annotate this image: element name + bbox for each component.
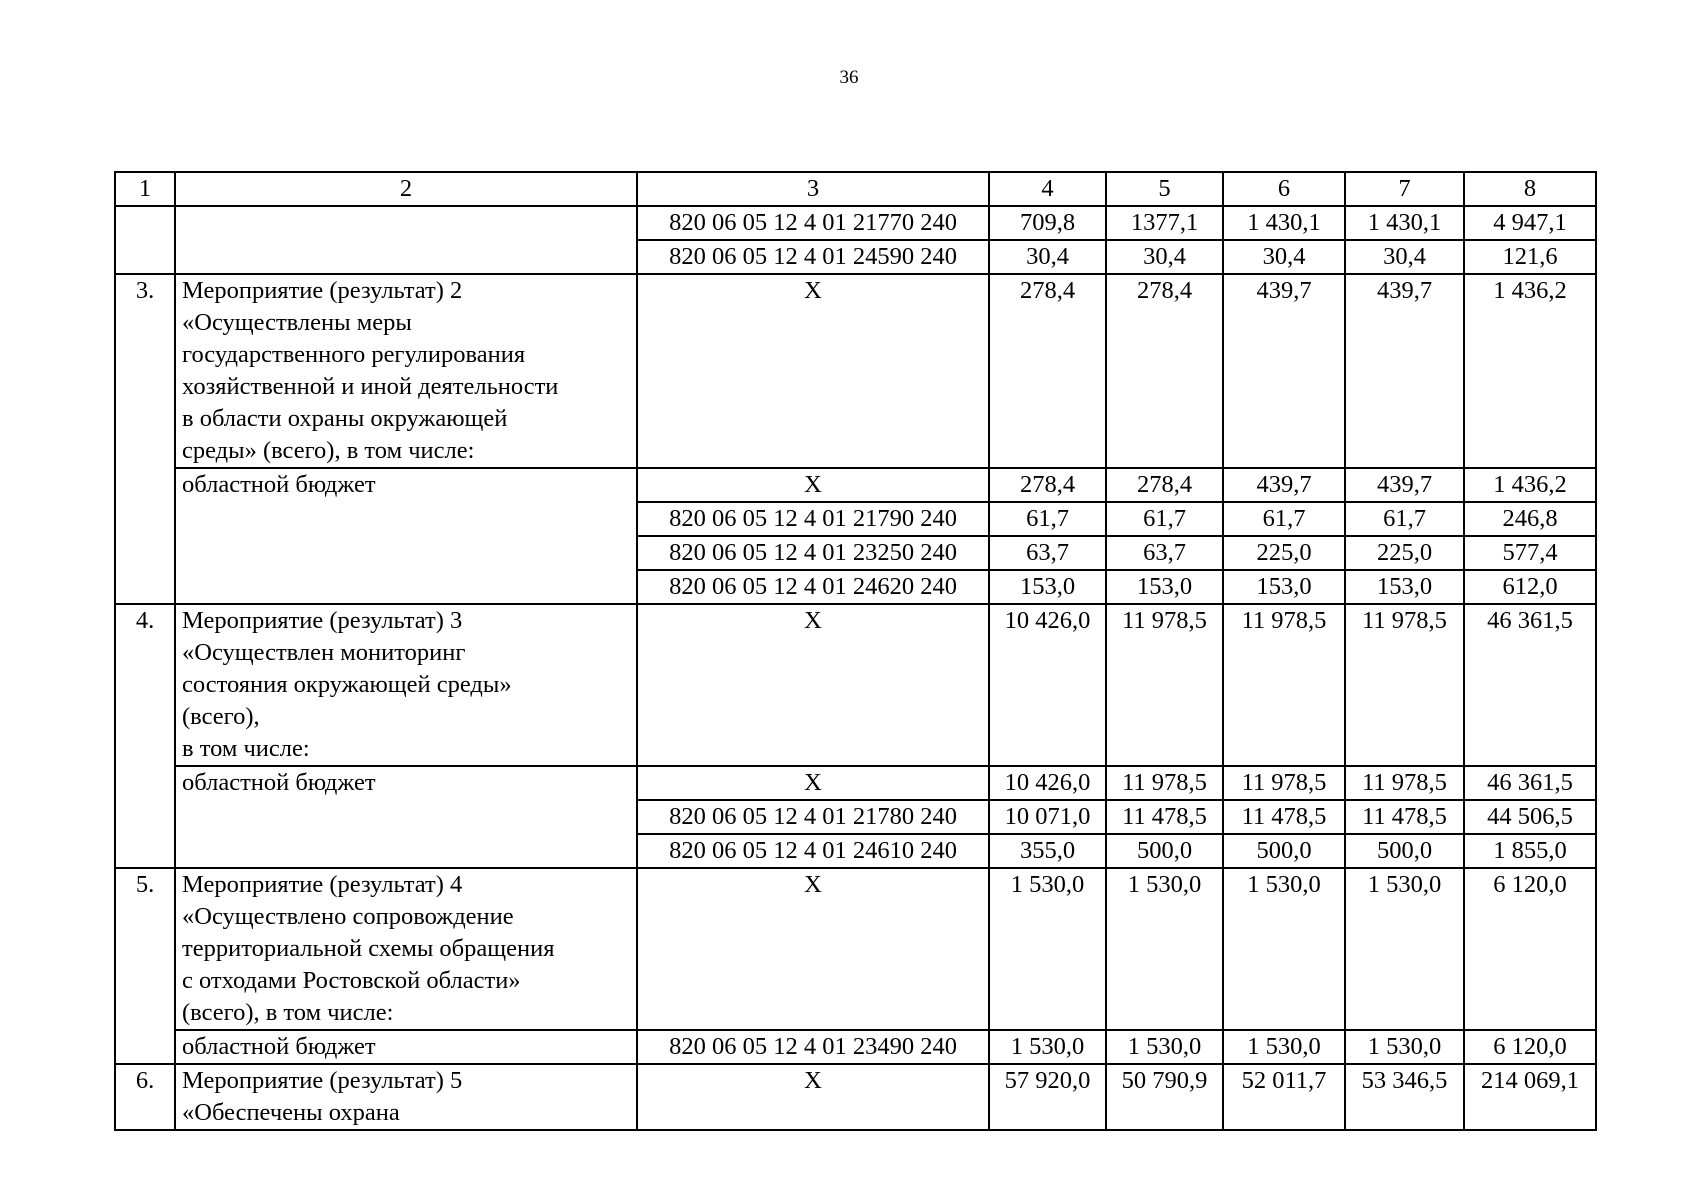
value-col7: 30,4 bbox=[1345, 240, 1464, 274]
budget-code-cell: 820 06 05 12 4 01 23250 240 bbox=[637, 536, 989, 570]
value-col7: 153,0 bbox=[1345, 570, 1464, 604]
value-col8: 1 436,2 bbox=[1464, 274, 1596, 468]
value-col5: 1377,1 bbox=[1106, 206, 1223, 240]
value-col7: 1 530,0 bbox=[1345, 868, 1464, 1030]
funding-source-cell: областной бюджет bbox=[175, 766, 637, 868]
activity-name-line: Мероприятие (результат) 3 bbox=[182, 607, 463, 634]
value-col8: 214 069,1 bbox=[1464, 1064, 1596, 1130]
value-col4: 278,4 bbox=[989, 468, 1106, 502]
value-col8: 612,0 bbox=[1464, 570, 1596, 604]
value-col5: 61,7 bbox=[1106, 502, 1223, 536]
value-col6: 11 478,5 bbox=[1223, 800, 1345, 834]
value-col5: 278,4 bbox=[1106, 274, 1223, 468]
table-row bbox=[115, 868, 1596, 1030]
value-col4: 355,0 bbox=[989, 834, 1106, 868]
activity-name-line: «Обеспечены охрана bbox=[182, 1099, 400, 1126]
activity-name-line: государственного регулирования bbox=[182, 341, 526, 368]
table-row bbox=[115, 274, 1596, 468]
value-col5: 11 978,5 bbox=[1106, 604, 1223, 766]
value-col7: 1 430,1 bbox=[1345, 206, 1464, 240]
row-number-cell: 4. bbox=[115, 604, 175, 868]
value-col4: 153,0 bbox=[989, 570, 1106, 604]
header-cell: 4 bbox=[989, 172, 1106, 206]
value-col7: 11 478,5 bbox=[1345, 800, 1464, 834]
value-col7: 225,0 bbox=[1345, 536, 1464, 570]
activity-name-line: среды» (всего), в том числе: bbox=[182, 437, 475, 464]
activity-name-cell bbox=[175, 206, 637, 274]
value-col6: 153,0 bbox=[1223, 570, 1345, 604]
budget-code-cell: 820 06 05 12 4 01 21770 240 bbox=[637, 206, 989, 240]
budget-code-cell: 820 06 05 12 4 01 21780 240 bbox=[637, 800, 989, 834]
activity-name-line: в том числе: bbox=[182, 735, 310, 762]
budget-code-cell: 820 06 05 12 4 01 23490 240 bbox=[637, 1030, 989, 1064]
value-col8: 6 120,0 bbox=[1464, 868, 1596, 1030]
value-col7: 53 346,5 bbox=[1345, 1064, 1464, 1130]
page-number: 36 bbox=[839, 67, 859, 88]
header-cell: 5 bbox=[1106, 172, 1223, 206]
row-number-cell: 3. bbox=[115, 274, 175, 604]
value-col6: 52 011,7 bbox=[1223, 1064, 1345, 1130]
table-row bbox=[115, 1030, 1596, 1064]
value-col6: 1 530,0 bbox=[1223, 868, 1345, 1030]
value-col8: 1 436,2 bbox=[1464, 468, 1596, 502]
value-col8: 4 947,1 bbox=[1464, 206, 1596, 240]
table-row bbox=[115, 766, 1596, 800]
value-col6: 225,0 bbox=[1223, 536, 1345, 570]
value-col5: 500,0 bbox=[1106, 834, 1223, 868]
funding-source-cell: областной бюджет bbox=[175, 468, 637, 604]
header-cell: 1 bbox=[115, 172, 175, 206]
table-row bbox=[115, 604, 1596, 766]
activity-name-line: в области охраны окружающей bbox=[182, 405, 508, 432]
value-col7: 439,7 bbox=[1345, 468, 1464, 502]
budget-code-cell: 820 06 05 12 4 01 24610 240 bbox=[637, 834, 989, 868]
activity-name-line: «Осуществлено сопровождение bbox=[182, 903, 514, 930]
value-col7: 439,7 bbox=[1345, 274, 1464, 468]
activity-name-line: Мероприятие (результат) 4 bbox=[182, 871, 463, 898]
budget-code-cell: X bbox=[637, 766, 989, 800]
budget-code-cell: 820 06 05 12 4 01 21790 240 bbox=[637, 502, 989, 536]
row-number-cell: 5. bbox=[115, 868, 175, 1064]
value-col8: 6 120,0 bbox=[1464, 1030, 1596, 1064]
value-col8: 121,6 bbox=[1464, 240, 1596, 274]
value-col7: 11 978,5 bbox=[1345, 604, 1464, 766]
value-col4: 10 071,0 bbox=[989, 800, 1106, 834]
value-col5: 30,4 bbox=[1106, 240, 1223, 274]
value-col7: 1 530,0 bbox=[1345, 1030, 1464, 1064]
value-col8: 1 855,0 bbox=[1464, 834, 1596, 868]
value-col5: 50 790,9 bbox=[1106, 1064, 1223, 1130]
value-col7: 500,0 bbox=[1345, 834, 1464, 868]
header-cell: 7 bbox=[1345, 172, 1464, 206]
header-cell: 3 bbox=[637, 172, 989, 206]
value-col4: 1 530,0 bbox=[989, 1030, 1106, 1064]
row-number-cell: 6. bbox=[115, 1064, 175, 1130]
budget-code-cell: X bbox=[637, 868, 989, 1030]
activity-name-line: с отходами Ростовской области» bbox=[182, 967, 521, 994]
budget-code-cell: X bbox=[637, 604, 989, 766]
activity-name-cell bbox=[175, 1064, 637, 1130]
row-number-cell bbox=[115, 206, 175, 274]
value-col5: 1 530,0 bbox=[1106, 868, 1223, 1030]
table-row bbox=[115, 468, 1596, 502]
activity-name-line: «Осуществлены меры bbox=[182, 309, 412, 336]
value-col7: 61,7 bbox=[1345, 502, 1464, 536]
activity-name-line: состояния окружающей среды» bbox=[182, 671, 512, 698]
value-col7: 11 978,5 bbox=[1345, 766, 1464, 800]
value-col8: 46 361,5 bbox=[1464, 766, 1596, 800]
budget-code-cell: 820 06 05 12 4 01 24590 240 bbox=[637, 240, 989, 274]
value-col4: 61,7 bbox=[989, 502, 1106, 536]
activity-name-line: (всего), bbox=[182, 703, 260, 730]
activity-name-line: хозяйственной и иной деятельности bbox=[182, 373, 559, 400]
budget-code-cell: X bbox=[637, 274, 989, 468]
activity-name-line: «Осуществлен мониторинг bbox=[182, 639, 466, 666]
value-col4: 709,8 bbox=[989, 206, 1106, 240]
activity-name-line: территориальной схемы обращения bbox=[182, 935, 555, 962]
value-col4: 10 426,0 bbox=[989, 766, 1106, 800]
value-col6: 11 978,5 bbox=[1223, 766, 1345, 800]
value-col4: 1 530,0 bbox=[989, 868, 1106, 1030]
activity-name-cell bbox=[175, 868, 637, 1030]
value-col6: 439,7 bbox=[1223, 468, 1345, 502]
header-cell: 2 bbox=[175, 172, 637, 206]
value-col8: 577,4 bbox=[1464, 536, 1596, 570]
value-col4: 57 920,0 bbox=[989, 1064, 1106, 1130]
header-cell: 6 bbox=[1223, 172, 1345, 206]
value-col6: 61,7 bbox=[1223, 502, 1345, 536]
activity-name-line: Мероприятие (результат) 5 bbox=[182, 1067, 463, 1094]
funding-source-cell: областной бюджет bbox=[175, 1030, 637, 1064]
value-col6: 30,4 bbox=[1223, 240, 1345, 274]
value-col6: 1 530,0 bbox=[1223, 1030, 1345, 1064]
value-col4: 30,4 bbox=[989, 240, 1106, 274]
table-row bbox=[115, 206, 1596, 240]
header-row bbox=[115, 172, 1596, 206]
budget-code-cell: X bbox=[637, 1064, 989, 1130]
activity-name-cell bbox=[175, 274, 637, 468]
table-row bbox=[115, 1064, 1596, 1130]
activity-name-cell bbox=[175, 604, 637, 766]
value-col4: 278,4 bbox=[989, 274, 1106, 468]
activity-name-line: Мероприятие (результат) 2 bbox=[182, 277, 463, 304]
value-col5: 153,0 bbox=[1106, 570, 1223, 604]
value-col6: 439,7 bbox=[1223, 274, 1345, 468]
value-col6: 11 978,5 bbox=[1223, 604, 1345, 766]
value-col8: 44 506,5 bbox=[1464, 800, 1596, 834]
value-col5: 63,7 bbox=[1106, 536, 1223, 570]
value-col6: 1 430,1 bbox=[1223, 206, 1345, 240]
value-col4: 63,7 bbox=[989, 536, 1106, 570]
budget-code-cell: X bbox=[637, 468, 989, 502]
value-col5: 11 978,5 bbox=[1106, 766, 1223, 800]
value-col6: 500,0 bbox=[1223, 834, 1345, 868]
activity-name-line: (всего), в том числе: bbox=[182, 999, 394, 1026]
value-col8: 46 361,5 bbox=[1464, 604, 1596, 766]
header-cell: 8 bbox=[1464, 172, 1596, 206]
value-col8: 246,8 bbox=[1464, 502, 1596, 536]
value-col5: 1 530,0 bbox=[1106, 1030, 1223, 1064]
budget-code-cell: 820 06 05 12 4 01 24620 240 bbox=[637, 570, 989, 604]
value-col5: 278,4 bbox=[1106, 468, 1223, 502]
value-col4: 10 426,0 bbox=[989, 604, 1106, 766]
value-col5: 11 478,5 bbox=[1106, 800, 1223, 834]
budget-table bbox=[114, 171, 1597, 1131]
